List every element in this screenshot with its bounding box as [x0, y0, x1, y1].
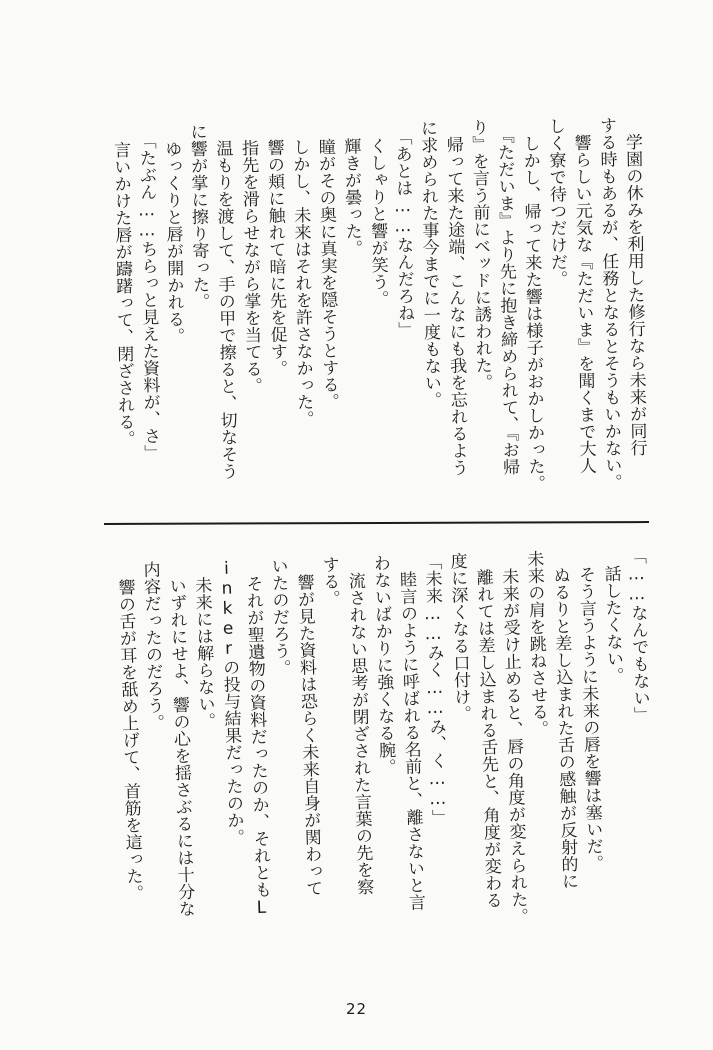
text-line: 言いかけた唇が躊躇って、閉ざされる。: [109, 124, 135, 448]
text-line: 睦言のように呼ばれる名前と、離さないと言: [394, 553, 425, 911]
text-line: わないばかりに強くなる腕。: [369, 554, 396, 776]
text-line: 帰って来た途端、こんなにも我を忘れるよう: [441, 118, 468, 477]
text-line: しかし、未来はそれを許さなかった。: [288, 121, 314, 428]
text-line: 響の舌が耳を舐め上げて、首筋を這った。: [113, 561, 143, 902]
text-line: くしゃりと響が笑う。: [365, 120, 389, 308]
text-line: 響が見た資料は恐らく未来自身が関わって: [292, 556, 322, 897]
text-line: それが聖遺物の資料だったのか、それともL: [241, 557, 272, 919]
text-line: 離れては差し込まれる舌先と、角度が変わる: [471, 551, 502, 909]
text-line: 未来には解らない。: [190, 559, 215, 730]
text-line: いたのだろう。: [266, 557, 291, 677]
text-line: 「……なんでもない」: [625, 547, 650, 724]
text-line: 輝きが曇った。: [339, 120, 362, 257]
text-line: する。: [318, 555, 340, 608]
page-number: 22: [345, 1000, 368, 1018]
text-line: いずれにせよ、響の心を揺さぶるには十分な: [164, 559, 195, 918]
text-line: そう言うように未来の唇を響は塞いだ。: [573, 548, 603, 872]
text-line: inkerの投与結果だったのか。: [215, 558, 244, 846]
text-line: する時もあるが、任務となるとそうもいかない。: [595, 116, 622, 491]
text-line: に響が掌に擦り寄った。: [185, 122, 209, 311]
text-line: しかし、帰って来た響は様子がおかしかった。: [518, 117, 545, 492]
bottom-text-block: [110, 547, 659, 1000]
text-line: ゆっくりと唇が開かれる。: [160, 123, 184, 345]
text-line: 瞳がその奥に真実を隠そうとする。: [313, 120, 339, 411]
text-line: 温もりを渡して、手の甲で擦ると、切なそう: [211, 122, 238, 480]
text-line: 響らしい元気な『ただいま』を聞くまで大人: [569, 116, 596, 475]
text-line: 『ただいま』より先に抱き締められて、『お帰: [493, 118, 519, 476]
top-text-block: [106, 116, 650, 530]
text-line: 指先を滑らせながら掌を当てる。: [237, 122, 262, 395]
text-line: 「あとは……なんだろね」: [390, 119, 415, 339]
text-line: 未来の肩を跳ねさせる。: [522, 549, 548, 738]
text-line: 学園の休みを利用した修行なら未来が同行: [621, 116, 647, 457]
text-line: 度に深くなる口付け。: [445, 552, 471, 723]
text-line: 流されない思考が閉ざされた言葉の先を察: [343, 554, 374, 896]
text-line: に求められた事今までに一度もない。: [416, 119, 441, 409]
text-line: しく寮で待つだけだ。: [544, 117, 567, 288]
text-line: 「たぶん……ちらっと見えた資料が、さ」: [134, 123, 161, 462]
text-line: ぬるりと差し込まれた舌の感触が反射的に: [548, 549, 578, 890]
text-line: り』を言う前にベッドに誘われた。: [467, 118, 492, 391]
text-line: 響の頬に触れて暗に先を促す。: [262, 121, 287, 377]
text-line: 未来が受け止めると、唇の角度が変えられた。: [497, 550, 528, 926]
text-line: 「未来……みく……み、く……」: [420, 552, 448, 827]
text-line: 話したくない。: [599, 547, 624, 685]
text-line: 内容だったのだろう。: [138, 560, 164, 732]
